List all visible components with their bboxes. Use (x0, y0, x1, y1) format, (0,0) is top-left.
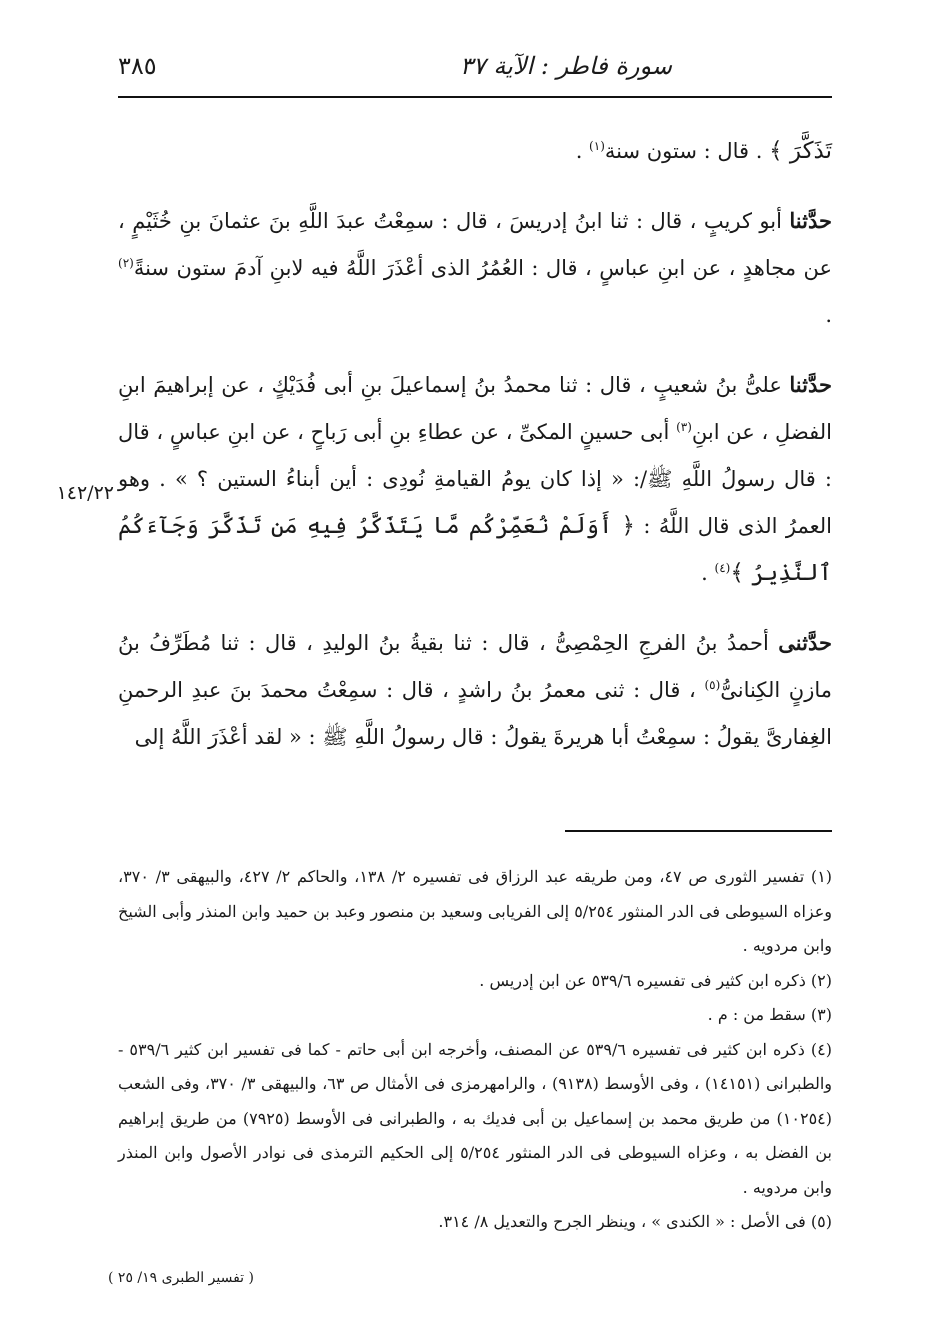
paragraph-text: علىُّ بنُ شعيبٍ ، قال : ثنا محمدُ بنُ إسماعيلَ بنِ أبى فُدَيْكٍ ، عن إبراهيمَ ابنِ الفضلِ ، عن ابنِ (118, 373, 832, 444)
header-rule (118, 96, 832, 98)
margin-reference: ١٤٢/٢٢ (56, 482, 114, 504)
source-reference: ( تفسير الطبرى ١٩/ ٢٥ ) (108, 1270, 254, 1286)
footnote-marker: (٤) (714, 561, 731, 575)
paragraph-3 (118, 361, 832, 597)
paragraph-text: أبو كريبٍ ، قال : ثنا ابنُ إدريسَ ، قال : سمِعْتُ عبدَ اللَّهِ بنَ عثمانَ بنِ خُثَيْمٍ ، عن مجاهدٍ ، عن ابنِ عباسٍ ، قال : العُمُرُ الذى أعْذَرَ اللَّهُ فيه لابنِ آدمَ ستون سنةً (118, 209, 832, 280)
footnotes (118, 860, 832, 1240)
footnote: (٥) فى الأصل : « الكندى » ، وينظر الجرح والتعديل ٨/ ٣١٤. (438, 1212, 832, 1231)
footnote-marker: (١) (589, 139, 605, 153)
paragraph-text: أحمدُ بنُ الفرجِ الحِمْصِىُّ ، قال : ثنا بقيةُ بنُ الوليدِ ، قال : ثنا مُطَرِّفُ بنُ مازنٍ الكِنانىُّ (118, 631, 832, 702)
quran-fragment: تَذَكَّرَ ﴾ (769, 138, 832, 164)
page-header (118, 48, 832, 92)
footnote-marker: (٣) (676, 420, 692, 434)
paragraph-tail: . (825, 303, 832, 327)
isnad-lead: حدَّثنا (789, 208, 832, 233)
paragraph-text-cont: ، قال : ثنى معمرُ بنُ راشدٍ ، قال : سمِعْتُ محمدَ بنَ عبدِ الرحمنِ الغِفارىَّ يقولُ : سمِعْتُ أبا هريرةَ يقولُ : قال رسولُ اللَّهِ ﷺ : « لقد أعْذَرَ اللَّهُ إلى (118, 678, 832, 749)
isnad-lead: حدَّثنا (789, 372, 832, 397)
paragraph-tail: . (575, 139, 590, 163)
footnote-rule (565, 830, 832, 832)
footnote: (٢) ذكره ابن كثير فى تفسيره ٥٣٩/٦ عن ابن إدريس . (479, 970, 832, 990)
footnote: (٤) ذكره ابن كثير فى تفسيره ٥٣٩/٦ عن المصنف، وأخرجه ابن أبى حاتم - كما فى تفسير ابن كثير ٥٣٩/٦ - والطبرانى (١٤١٥١) ، وفى الأوسط (٩١٣٨) ، والرامهرمزى فى الأمثال ص ٦٣، والبيهقى ٣/ ٣٧٠، وفى الشعب (١٠٢٥٤) من طريق محمد بن إسماعيل بن أبى فديك به ، والطبرانى فى الأوسط (٧٩٢٥) من طريق إبراهيم بن الفضل به ، وعزاه السيوطى فى الدر المنثور ٥/٢٥٤ إلى الحكيم الترمذى فى نوادر الأصول وابن المنذر وابن مردويه . (118, 1039, 833, 1197)
isnad-lead: حدَّثنى (778, 630, 832, 655)
footnote: (١) تفسير الثورى ص ٤٧، ومن طريقه عبد الرزاق فى تفسيره ٢/ ١٣٨، والحاكم ٢/ ٤٢٧، والبيهقى ٣/ ٣٧٠، وعزاه السيوطى فى الدر المنثور ٥/٢٥٤ إلى الفريابى وسعيد بن منصور وعبد بن حميد وابن المنذر وأبى الشيخ وابن مردويه . (118, 867, 833, 955)
page-number: ٣٨٥ (118, 52, 157, 80)
main-text (118, 128, 832, 783)
paragraph-2 (118, 197, 832, 339)
quran-verse: ﴿ أَوَلَمْ نُعَمِّرْكُم مَّا يَتَذَكَّرُ فِيهِ مَن تَذَكَّرَ وَجَآءَكُمُ ٱلنَّذِيرُ ﴾ (118, 513, 832, 586)
paragraph-tail: . (701, 561, 715, 585)
paragraph-text-cont: أبى حسينٍ المكىِّ ، عن عطاءِ بنِ أبى رَباحٍ ، عن ابنِ عباسٍ ، قال : قال رسولُ اللَّهِ ﷺ/: « إذا كان يومُ القيامةِ نُودِى : أين أبناءُ الستين ؟ » . وهو العمرُ الذى قال اللَّهُ : (118, 420, 833, 538)
running-title: سورة فاطر : الآية ٣٧ (459, 52, 672, 80)
footnote-marker: (٥) (704, 678, 721, 692)
paragraph-1 (118, 128, 832, 175)
footnote: (٣) سقط من : م . (707, 1005, 832, 1024)
footnote-marker: (٢) (118, 256, 134, 270)
paragraph-text: . قال : ستون سنة (604, 139, 770, 163)
paragraph-4 (118, 619, 832, 761)
